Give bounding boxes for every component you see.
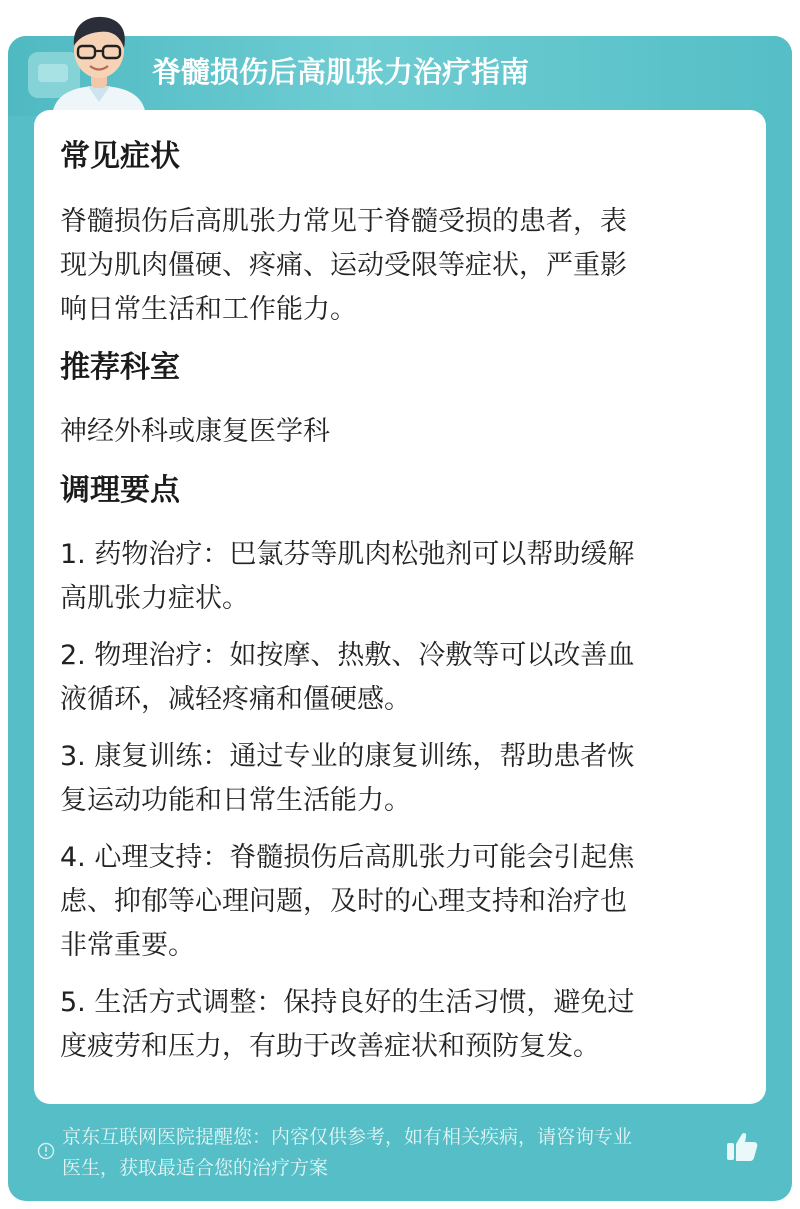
doctor-avatar-icon <box>44 6 154 116</box>
symptoms-line: 脊髓损伤后高肌张力常见于脊髓受损的患者，表 <box>60 206 627 237</box>
care-item-line: 1. 药物治疗：巴氯芬等肌肉松弛剂可以帮助缓解 <box>60 539 635 570</box>
care-item-line: 复运动功能和日常生活能力。 <box>60 785 411 816</box>
symptoms-line: 现为肌肉僵硬、疼痛、运动受限等症状，严重影 <box>60 250 627 281</box>
department-heading: 推荐科室 <box>60 350 180 385</box>
care-item-line: 5. 生活方式调整：保持良好的生活习惯，避免过 <box>60 987 635 1018</box>
care-item-line: 虑、抑郁等心理问题，及时的心理支持和治疗也 <box>60 886 627 917</box>
care-item-line: 非常重要。 <box>60 930 195 961</box>
info-circle-icon <box>37 1142 55 1160</box>
symptoms-heading: 常见症状 <box>60 139 180 174</box>
thumbs-up-icon[interactable] <box>724 1128 760 1164</box>
care-item-line: 液循环，减轻疼痛和僵硬感。 <box>60 684 411 715</box>
symptoms-line: 响日常生活和工作能力。 <box>60 294 357 325</box>
disclaimer-text <box>62 1122 727 1184</box>
department-text: 神经外科或康复医学科 <box>60 416 330 447</box>
care-heading: 调理要点 <box>60 473 180 508</box>
care-item-line: 4. 心理支持：脊髓损伤后高肌张力可能会引起焦 <box>60 842 635 873</box>
disclaimer-line: 京东互联网医院提醒您：内容仅供参考，如有相关疾病，请咨询专业 <box>62 1126 633 1148</box>
disclaimer-line: 医生，获取最适合您的治疗方案 <box>62 1157 329 1179</box>
page-title: 脊髓损伤后高肌张力治疗指南 <box>152 55 530 89</box>
care-item-line: 度疲劳和压力，有助于改善症状和预防复发。 <box>60 1031 600 1062</box>
care-item-line: 3. 康复训练：通过专业的康复训练，帮助患者恢 <box>60 741 635 772</box>
care-item-line: 高肌张力症状。 <box>60 583 249 614</box>
care-item-line: 2. 物理治疗：如按摩、热敷、冷敷等可以改善血 <box>60 640 635 671</box>
